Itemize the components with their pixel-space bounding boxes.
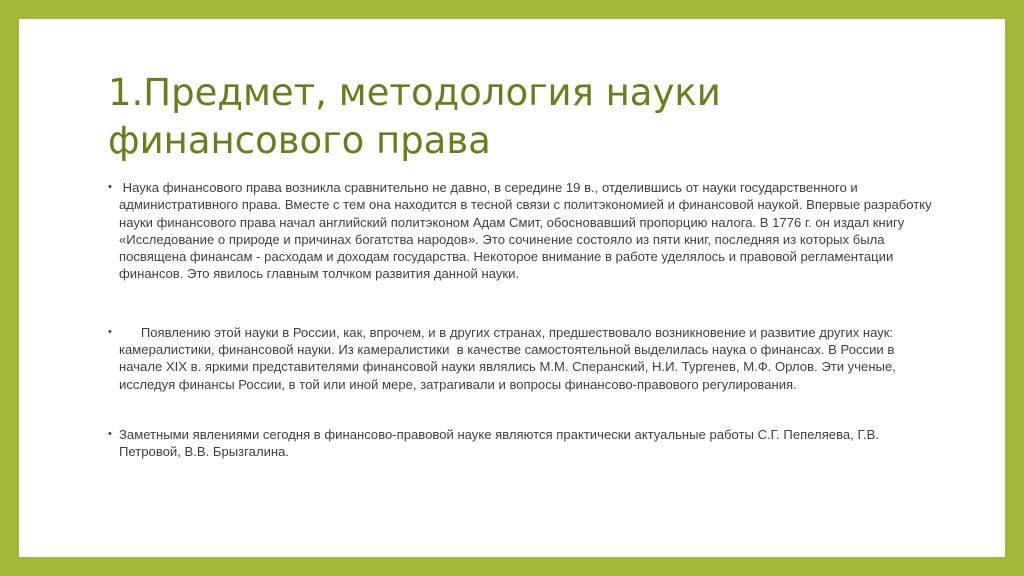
bullet-list	[108, 179, 938, 461]
bullet-item	[108, 426, 938, 461]
bullet-item	[108, 324, 938, 393]
bullet-marker: •	[108, 181, 112, 193]
bullet-text: Заметными явлениями сегодня в финансово-правовой науке являются практически актуальные работы С.Г. Пепеляева, Г.В. Петровой, В.В. Брызгалина.	[119, 426, 879, 460]
bullet-marker: •	[108, 427, 112, 440]
bullet-text: Наука финансового права возникла сравнительно не давно, в середине 19 в., отделившись от науки государственного и административного права. Вместе с тем она находится в тесной связи с политэкономией и финансовой наукой. Впервые разработку науки финансового права начал английский политэконом Адам Смит, обосновавший пропорцию налога. В 1776 г. он издал книгу «Исследование о природе и причинах богатства народов». Это сочинение состояло из пяти книг, последняя из которых была посвящена финансам - расходам и доходам государства. Некоторое внимание в работе уделялось и правовой регламентации финансов. Это явилось главным толчком развития данной науки.	[119, 180, 936, 282]
bullet-text: Появлению этой науки в России, как, впрочем, и в других странах, предшествовало возникновение и развитие других наук: камералистики, финансовой науки. Из камералистики в качестве самостоятельной выделилась наука о финансах. В России в начале XIX в. яркими представителями финансовой науки являлись М.М. Сперанский, Н.И. Тургенев, М.Ф. Орлов. Эти ученые, исследуя финансы России, в той или иной мере, затрагивали и вопросы финансово-правового регулирования.	[119, 324, 900, 392]
slide-title: 1.Предмет, методология науки финансового права	[108, 71, 721, 162]
bullet-item	[108, 179, 938, 283]
bullet-marker: •	[108, 325, 112, 338]
slide	[19, 19, 1005, 557]
